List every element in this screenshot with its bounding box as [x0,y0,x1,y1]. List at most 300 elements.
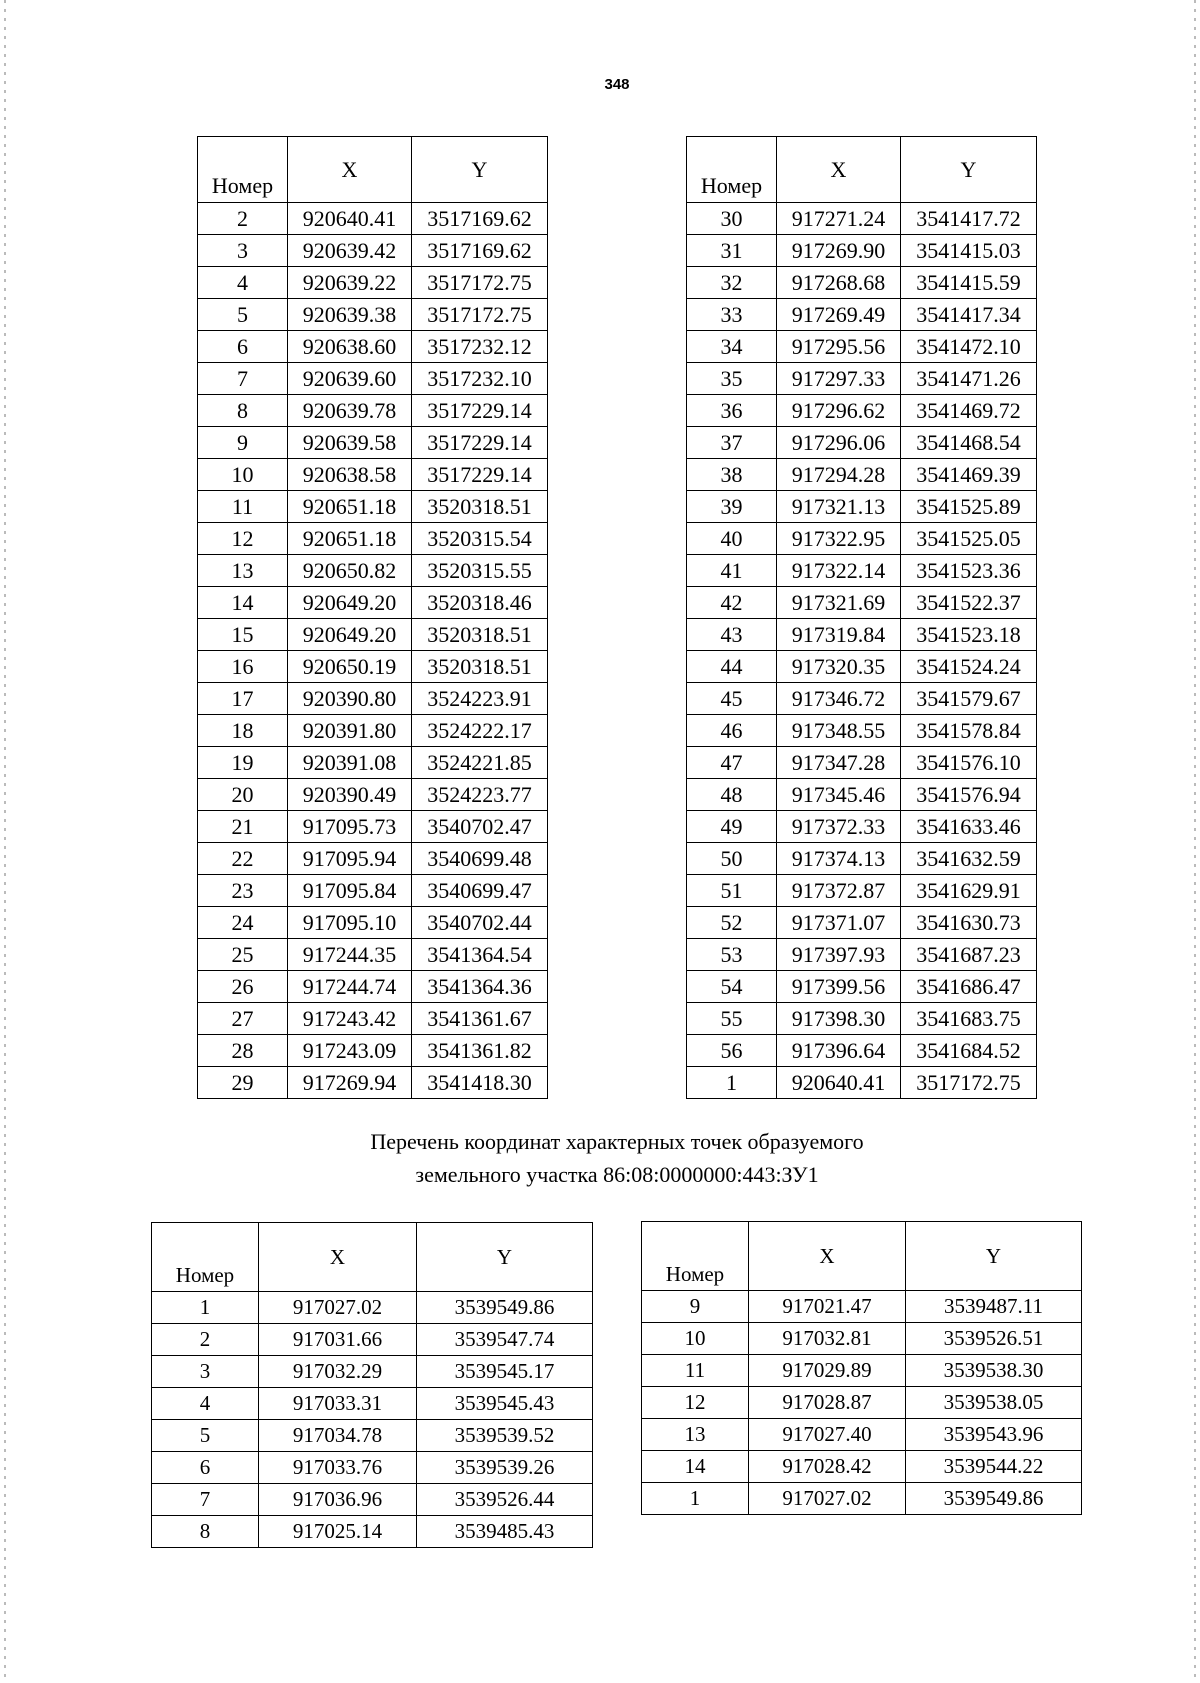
table-row [642,1323,1082,1355]
point-number-cell: 24 [198,907,288,939]
x-coordinate-cell: 917028.42 [749,1451,906,1483]
point-number-cell: 9 [198,427,288,459]
x-coordinate-cell: 920638.60 [288,331,412,363]
table-row [198,779,548,811]
table-row [198,1067,548,1099]
column-header-number: Номер [198,137,288,203]
y-coordinate-cell: 3520318.51 [412,491,548,523]
page-number: 348 [604,76,630,93]
point-number-cell: 43 [687,619,777,651]
table-row [687,267,1037,299]
y-coordinate-cell: 3539544.22 [906,1451,1082,1483]
point-number-cell: 2 [152,1324,259,1356]
column-header-x: X [749,1222,906,1291]
x-coordinate-cell: 917032.29 [259,1356,417,1388]
table-row [687,683,1037,715]
point-number-cell: 36 [687,395,777,427]
x-coordinate-cell: 917095.73 [288,811,412,843]
table-row [198,267,548,299]
table-row [687,523,1037,555]
y-coordinate-cell: 3539549.86 [417,1292,593,1324]
point-number-cell: 12 [642,1387,749,1419]
table-row [152,1516,593,1548]
y-coordinate-cell: 3539538.30 [906,1355,1082,1387]
point-number-cell: 40 [687,523,777,555]
point-number-cell: 9 [642,1291,749,1323]
table-row [198,363,548,395]
point-number-cell: 6 [152,1452,259,1484]
x-coordinate-cell: 917294.28 [777,459,901,491]
point-number-cell: 7 [198,363,288,395]
y-coordinate-cell: 3539545.43 [417,1388,593,1420]
column-header-x: X [288,137,412,203]
section-caption-line-1: Перечень координат характерных точек образуемого [370,1129,864,1154]
point-number-cell: 52 [687,907,777,939]
point-number-cell: 2 [198,203,288,235]
x-coordinate-cell: 917031.66 [259,1324,417,1356]
y-coordinate-cell: 3541417.72 [901,203,1037,235]
table-row [687,779,1037,811]
y-coordinate-cell: 3541418.30 [412,1067,548,1099]
x-coordinate-cell: 920649.20 [288,619,412,651]
table-row [687,555,1037,587]
table-row [687,843,1037,875]
x-coordinate-cell: 920650.82 [288,555,412,587]
point-number-cell: 44 [687,651,777,683]
x-coordinate-cell: 917095.94 [288,843,412,875]
table-row [198,235,548,267]
y-coordinate-cell: 3524222.17 [412,715,548,747]
y-coordinate-cell: 3541522.37 [901,587,1037,619]
y-coordinate-cell: 3541523.36 [901,555,1037,587]
x-coordinate-cell: 920391.80 [288,715,412,747]
column-header-y: Y [901,137,1037,203]
y-coordinate-cell: 3539526.51 [906,1323,1082,1355]
point-number-cell: 56 [687,1035,777,1067]
x-coordinate-cell: 917029.89 [749,1355,906,1387]
y-coordinate-cell: 3524223.91 [412,683,548,715]
table-row [198,843,548,875]
y-coordinate-cell: 3541469.39 [901,459,1037,491]
y-coordinate-cell: 3541468.54 [901,427,1037,459]
table-row [687,1067,1037,1099]
y-coordinate-cell: 3541687.23 [901,939,1037,971]
table-row [687,1035,1037,1067]
x-coordinate-cell: 920391.08 [288,747,412,779]
table-row [198,587,548,619]
table-row [198,555,548,587]
y-coordinate-cell: 3520315.55 [412,555,548,587]
y-coordinate-cell: 3517172.75 [901,1067,1037,1099]
y-coordinate-cell: 3541684.52 [901,1035,1037,1067]
x-coordinate-cell: 917295.56 [777,331,901,363]
table-row [687,331,1037,363]
point-number-cell: 42 [687,587,777,619]
x-coordinate-cell: 917321.13 [777,491,901,523]
x-coordinate-cell: 917244.74 [288,971,412,1003]
point-number-cell: 30 [687,203,777,235]
point-number-cell: 20 [198,779,288,811]
y-coordinate-cell: 3541361.82 [412,1035,548,1067]
y-coordinate-cell: 3541361.67 [412,1003,548,1035]
point-number-cell: 22 [198,843,288,875]
table-row [198,939,548,971]
coordinates-table-4 [641,1221,1082,1515]
table-row [198,651,548,683]
table-row [687,491,1037,523]
y-coordinate-cell: 3540699.47 [412,875,548,907]
x-coordinate-cell: 920639.38 [288,299,412,331]
x-coordinate-cell: 920651.18 [288,523,412,555]
point-number-cell: 7 [152,1484,259,1516]
table-row [152,1324,593,1356]
y-coordinate-cell: 3541576.10 [901,747,1037,779]
y-coordinate-cell: 3539543.96 [906,1419,1082,1451]
x-coordinate-cell: 920638.58 [288,459,412,491]
table-row [687,811,1037,843]
table-row [687,715,1037,747]
y-coordinate-cell: 3517169.62 [412,203,548,235]
x-coordinate-cell: 917399.56 [777,971,901,1003]
table-row [198,203,548,235]
y-coordinate-cell: 3539526.44 [417,1484,593,1516]
column-header-y: Y [412,137,548,203]
y-coordinate-cell: 3539547.74 [417,1324,593,1356]
y-coordinate-cell: 3540699.48 [412,843,548,875]
x-coordinate-cell: 917027.02 [749,1483,906,1515]
point-number-cell: 37 [687,427,777,459]
table-row [642,1451,1082,1483]
y-coordinate-cell: 3541578.84 [901,715,1037,747]
point-number-cell: 45 [687,683,777,715]
point-number-cell: 54 [687,971,777,1003]
table-row [198,427,548,459]
table-row [642,1291,1082,1323]
x-coordinate-cell: 917244.35 [288,939,412,971]
point-number-cell: 5 [152,1420,259,1452]
y-coordinate-cell: 3517232.10 [412,363,548,395]
table-row [198,875,548,907]
point-number-cell: 4 [152,1388,259,1420]
x-coordinate-cell: 917033.76 [259,1452,417,1484]
y-coordinate-cell: 3541524.24 [901,651,1037,683]
y-coordinate-cell: 3520315.54 [412,523,548,555]
x-coordinate-cell: 917396.64 [777,1035,901,1067]
table-row [198,715,548,747]
x-coordinate-cell: 917348.55 [777,715,901,747]
x-coordinate-cell: 917372.87 [777,875,901,907]
table-row [198,491,548,523]
point-number-cell: 25 [198,939,288,971]
table-row [687,875,1037,907]
point-number-cell: 17 [198,683,288,715]
x-coordinate-cell: 917027.02 [259,1292,417,1324]
table-row [687,907,1037,939]
x-coordinate-cell: 920639.22 [288,267,412,299]
y-coordinate-cell: 3520318.51 [412,651,548,683]
column-header-number: Номер [152,1223,259,1292]
point-number-cell: 6 [198,331,288,363]
column-header-number: Номер [687,137,777,203]
y-coordinate-cell: 3541472.10 [901,331,1037,363]
x-coordinate-cell: 917271.24 [777,203,901,235]
point-number-cell: 49 [687,811,777,843]
y-coordinate-cell: 3517172.75 [412,267,548,299]
point-number-cell: 55 [687,1003,777,1035]
x-coordinate-cell: 917269.90 [777,235,901,267]
table-row [198,1035,548,1067]
table-row [198,459,548,491]
table-row [198,683,548,715]
point-number-cell: 1 [642,1483,749,1515]
y-coordinate-cell: 3517229.14 [412,459,548,491]
x-coordinate-cell: 917319.84 [777,619,901,651]
table-row [198,1003,548,1035]
point-number-cell: 5 [198,299,288,331]
point-number-cell: 29 [198,1067,288,1099]
table-row [687,619,1037,651]
x-coordinate-cell: 917296.62 [777,395,901,427]
y-coordinate-cell: 3540702.47 [412,811,548,843]
point-number-cell: 41 [687,555,777,587]
coordinates-table-2 [686,136,1037,1099]
y-coordinate-cell: 3541630.73 [901,907,1037,939]
point-number-cell: 10 [198,459,288,491]
y-coordinate-cell: 3539539.52 [417,1420,593,1452]
table-row [687,459,1037,491]
x-coordinate-cell: 917095.10 [288,907,412,939]
table-row [198,619,548,651]
point-number-cell: 46 [687,715,777,747]
point-number-cell: 18 [198,715,288,747]
point-number-cell: 51 [687,875,777,907]
point-number-cell: 3 [152,1356,259,1388]
point-number-cell: 11 [642,1355,749,1387]
column-header-x: X [259,1223,417,1292]
table-row [687,363,1037,395]
x-coordinate-cell: 920639.58 [288,427,412,459]
x-coordinate-cell: 920390.80 [288,683,412,715]
x-coordinate-cell: 917034.78 [259,1420,417,1452]
x-coordinate-cell: 917322.14 [777,555,901,587]
column-header-y: Y [417,1223,593,1292]
y-coordinate-cell: 3541469.72 [901,395,1037,427]
y-coordinate-cell: 3520318.51 [412,619,548,651]
y-coordinate-cell: 3539549.86 [906,1483,1082,1515]
table-row [152,1484,593,1516]
y-coordinate-cell: 3540702.44 [412,907,548,939]
point-number-cell: 10 [642,1323,749,1355]
table-row [198,971,548,1003]
point-number-cell: 26 [198,971,288,1003]
x-coordinate-cell: 917374.13 [777,843,901,875]
coordinates-table-1 [197,136,548,1099]
x-coordinate-cell: 917346.72 [777,683,901,715]
y-coordinate-cell: 3517229.14 [412,395,548,427]
point-number-cell: 48 [687,779,777,811]
table-row [198,747,548,779]
point-number-cell: 1 [152,1292,259,1324]
column-header-number: Номер [642,1222,749,1291]
point-number-cell: 21 [198,811,288,843]
x-coordinate-cell: 917397.93 [777,939,901,971]
x-coordinate-cell: 917027.40 [749,1419,906,1451]
x-coordinate-cell: 917028.87 [749,1387,906,1419]
x-coordinate-cell: 917297.33 [777,363,901,395]
point-number-cell: 8 [198,395,288,427]
table-row [687,747,1037,779]
y-coordinate-cell: 3524221.85 [412,747,548,779]
y-coordinate-cell: 3517172.75 [412,299,548,331]
y-coordinate-cell: 3541471.26 [901,363,1037,395]
point-number-cell: 23 [198,875,288,907]
column-header-x: X [777,137,901,203]
point-number-cell: 1 [687,1067,777,1099]
y-coordinate-cell: 3539538.05 [906,1387,1082,1419]
x-coordinate-cell: 917269.94 [288,1067,412,1099]
x-coordinate-cell: 917372.33 [777,811,901,843]
column-header-y: Y [906,1222,1082,1291]
y-coordinate-cell: 3541364.36 [412,971,548,1003]
table-row [198,395,548,427]
table-row [687,299,1037,331]
point-number-cell: 31 [687,235,777,267]
x-coordinate-cell: 917269.49 [777,299,901,331]
y-coordinate-cell: 3541364.54 [412,939,548,971]
y-coordinate-cell: 3520318.46 [412,587,548,619]
table-row [687,427,1037,459]
table-row [642,1419,1082,1451]
table-row [198,299,548,331]
point-number-cell: 47 [687,747,777,779]
table-row [152,1356,593,1388]
point-number-cell: 27 [198,1003,288,1035]
y-coordinate-cell: 3517229.14 [412,427,548,459]
point-number-cell: 3 [198,235,288,267]
y-coordinate-cell: 3524223.77 [412,779,548,811]
point-number-cell: 50 [687,843,777,875]
point-number-cell: 53 [687,939,777,971]
y-coordinate-cell: 3539545.17 [417,1356,593,1388]
x-coordinate-cell: 920639.78 [288,395,412,427]
x-coordinate-cell: 917036.96 [259,1484,417,1516]
point-number-cell: 14 [198,587,288,619]
y-coordinate-cell: 3541525.05 [901,523,1037,555]
table-row [642,1483,1082,1515]
y-coordinate-cell: 3541415.59 [901,267,1037,299]
x-coordinate-cell: 917033.31 [259,1388,417,1420]
point-number-cell: 4 [198,267,288,299]
table-row [152,1388,593,1420]
point-number-cell: 32 [687,267,777,299]
scan-edge-right [1194,0,1196,1683]
x-coordinate-cell: 917296.06 [777,427,901,459]
x-coordinate-cell: 917032.81 [749,1323,906,1355]
x-coordinate-cell: 920649.20 [288,587,412,619]
x-coordinate-cell: 917322.95 [777,523,901,555]
x-coordinate-cell: 920639.60 [288,363,412,395]
y-coordinate-cell: 3541632.59 [901,843,1037,875]
scan-edge-left [4,0,6,1683]
y-coordinate-cell: 3517232.12 [412,331,548,363]
y-coordinate-cell: 3541417.34 [901,299,1037,331]
point-number-cell: 13 [642,1419,749,1451]
x-coordinate-cell: 920640.41 [777,1067,901,1099]
table-row [687,587,1037,619]
x-coordinate-cell: 920651.18 [288,491,412,523]
table-row [687,1003,1037,1035]
y-coordinate-cell: 3541523.18 [901,619,1037,651]
table-row [152,1420,593,1452]
point-number-cell: 16 [198,651,288,683]
point-number-cell: 28 [198,1035,288,1067]
table-row [198,907,548,939]
x-coordinate-cell: 917398.30 [777,1003,901,1035]
point-number-cell: 12 [198,523,288,555]
point-number-cell: 8 [152,1516,259,1548]
table-row [687,651,1037,683]
table-row [198,811,548,843]
x-coordinate-cell: 917347.28 [777,747,901,779]
y-coordinate-cell: 3541579.67 [901,683,1037,715]
point-number-cell: 19 [198,747,288,779]
y-coordinate-cell: 3541686.47 [901,971,1037,1003]
point-number-cell: 15 [198,619,288,651]
point-number-cell: 11 [198,491,288,523]
point-number-cell: 35 [687,363,777,395]
table-row [687,939,1037,971]
y-coordinate-cell: 3517169.62 [412,235,548,267]
point-number-cell: 33 [687,299,777,331]
section-caption-line-2: земельного участка 86:08:0000000:443:ЗУ1 [415,1162,819,1187]
y-coordinate-cell: 3541415.03 [901,235,1037,267]
y-coordinate-cell: 3541576.94 [901,779,1037,811]
y-coordinate-cell: 3541633.46 [901,811,1037,843]
point-number-cell: 34 [687,331,777,363]
table-row [642,1355,1082,1387]
y-coordinate-cell: 3539539.26 [417,1452,593,1484]
x-coordinate-cell: 920390.49 [288,779,412,811]
y-coordinate-cell: 3539485.43 [417,1516,593,1548]
x-coordinate-cell: 917095.84 [288,875,412,907]
x-coordinate-cell: 917025.14 [259,1516,417,1548]
table-row [198,523,548,555]
table-row [152,1452,593,1484]
x-coordinate-cell: 920640.41 [288,203,412,235]
x-coordinate-cell: 917371.07 [777,907,901,939]
x-coordinate-cell: 920639.42 [288,235,412,267]
x-coordinate-cell: 920650.19 [288,651,412,683]
table-row [687,395,1037,427]
y-coordinate-cell: 3541525.89 [901,491,1037,523]
table-row [687,971,1037,1003]
point-number-cell: 38 [687,459,777,491]
x-coordinate-cell: 917345.46 [777,779,901,811]
x-coordinate-cell: 917021.47 [749,1291,906,1323]
x-coordinate-cell: 917321.69 [777,587,901,619]
table-row [687,235,1037,267]
y-coordinate-cell: 3539487.11 [906,1291,1082,1323]
x-coordinate-cell: 917243.42 [288,1003,412,1035]
table-row [642,1387,1082,1419]
x-coordinate-cell: 917320.35 [777,651,901,683]
table-row [198,331,548,363]
table-row [687,203,1037,235]
point-number-cell: 39 [687,491,777,523]
point-number-cell: 13 [198,555,288,587]
table-row [152,1292,593,1324]
y-coordinate-cell: 3541683.75 [901,1003,1037,1035]
